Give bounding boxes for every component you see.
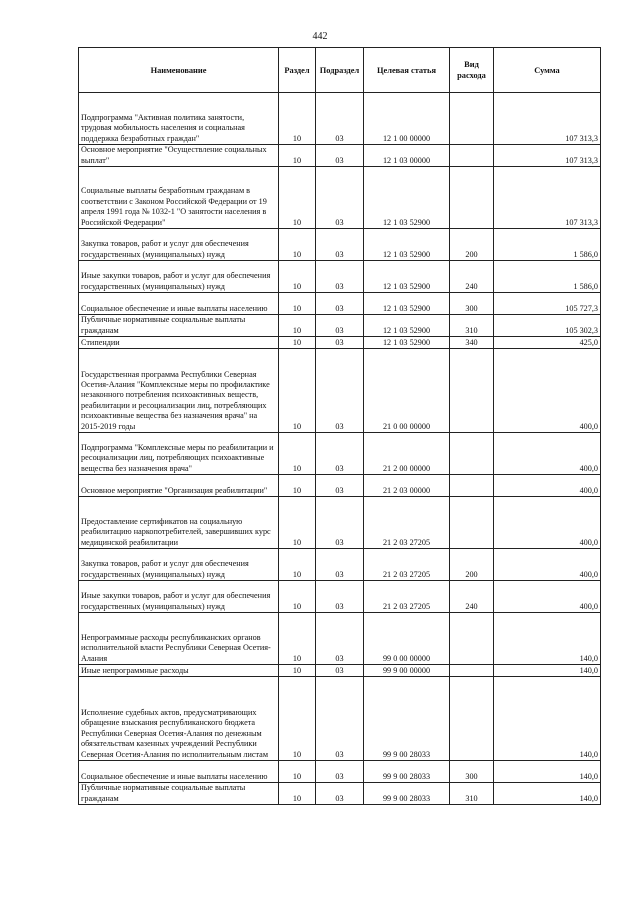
table-row — [79, 93, 601, 145]
cell-section: 10 — [279, 167, 316, 229]
cell-name: Закупка товаров, работ и услуг для обеспечения государственных (муниципальных) нужд — [79, 549, 279, 581]
cell-amount: 105 302,3 — [494, 315, 601, 337]
table-row — [79, 613, 601, 665]
cell-name: Публичные нормативные социальные выплаты гражданам — [79, 783, 279, 805]
cell-expense-type — [450, 475, 494, 497]
cell-section: 10 — [279, 315, 316, 337]
cell-name: Непрограммные расходы республиканских органов исполнительной власти Республики Северная Осетия-Алания — [79, 613, 279, 665]
cell-name: Публичные нормативные социальные выплаты гражданам — [79, 315, 279, 337]
cell-name: Предоставление сертификатов на социальную реабилитацию наркопотребителей, завершивших курс медицинской реабилитации — [79, 497, 279, 549]
table-row — [79, 433, 601, 475]
cell-amount: 400,0 — [494, 549, 601, 581]
cell-subsection: 03 — [316, 475, 364, 497]
cell-amount: 140,0 — [494, 665, 601, 677]
table-row — [79, 293, 601, 315]
cell-subsection: 03 — [316, 293, 364, 315]
cell-expense-type — [450, 613, 494, 665]
table-row — [79, 677, 601, 761]
cell-subsection: 03 — [316, 613, 364, 665]
cell-section: 10 — [279, 93, 316, 145]
cell-target: 12 1 03 52900 — [364, 293, 450, 315]
table-row — [79, 549, 601, 581]
cell-expense-type: 300 — [450, 761, 494, 783]
cell-amount: 400,0 — [494, 433, 601, 475]
cell-name: Социальное обеспечение и иные выплаты населению — [79, 761, 279, 783]
cell-subsection: 03 — [316, 93, 364, 145]
cell-section: 10 — [279, 613, 316, 665]
cell-section: 10 — [279, 581, 316, 613]
table-row — [79, 761, 601, 783]
cell-name: Исполнение судебных актов, предусматривающих обращение взыскания республиканского бюджета Республики Северная Осетия-Алания по денежным обязательствам казенных учреждений Республики Северная Осетия-Алания по исполнительным листам — [79, 677, 279, 761]
cell-expense-type: 240 — [450, 261, 494, 293]
table-row — [79, 665, 601, 677]
cell-section: 10 — [279, 229, 316, 261]
cell-expense-type — [450, 93, 494, 145]
cell-expense-type — [450, 167, 494, 229]
cell-name: Иные закупки товаров, работ и услуг для обеспечения государственных (муниципальных) нужд — [79, 581, 279, 613]
table-row — [79, 229, 601, 261]
cell-name: Стипендии — [79, 337, 279, 349]
cell-expense-type: 240 — [450, 581, 494, 613]
cell-target: 21 0 00 00000 — [364, 349, 450, 433]
cell-expense-type: 310 — [450, 315, 494, 337]
table-row — [79, 261, 601, 293]
cell-name: Закупка товаров, работ и услуг для обеспечения государственных (муниципальных) нужд — [79, 229, 279, 261]
cell-subsection: 03 — [316, 349, 364, 433]
cell-expense-type: 310 — [450, 783, 494, 805]
cell-name: Иные закупки товаров, работ и услуг для обеспечения государственных (муниципальных) нужд — [79, 261, 279, 293]
header-amount: Сумма — [494, 48, 601, 93]
cell-section: 10 — [279, 261, 316, 293]
cell-expense-type: 200 — [450, 549, 494, 581]
table-row — [79, 497, 601, 549]
page-number: 442 — [312, 31, 328, 42]
cell-section: 10 — [279, 349, 316, 433]
cell-subsection: 03 — [316, 167, 364, 229]
cell-target: 21 2 03 27205 — [364, 581, 450, 613]
cell-name: Основное мероприятие "Организация реабилитации" — [79, 475, 279, 497]
cell-amount: 400,0 — [494, 349, 601, 433]
cell-name: Иные непрограммные расходы — [79, 665, 279, 677]
cell-expense-type — [450, 497, 494, 549]
cell-amount: 400,0 — [494, 497, 601, 549]
cell-amount: 1 586,0 — [494, 261, 601, 293]
cell-name: Подпрограмма "Активная политика занятости, трудовая мобильность населения и социальная поддержка безработных граждан" — [79, 93, 279, 145]
cell-subsection: 03 — [316, 549, 364, 581]
cell-target: 21 2 03 00000 — [364, 475, 450, 497]
cell-expense-type — [450, 665, 494, 677]
cell-subsection: 03 — [316, 433, 364, 475]
cell-name: Основное мероприятие "Осуществление социальных выплат" — [79, 145, 279, 167]
header-section: Раздел — [279, 48, 316, 93]
cell-amount: 140,0 — [494, 783, 601, 805]
cell-amount: 107 313,3 — [494, 145, 601, 167]
cell-amount: 107 313,3 — [494, 167, 601, 229]
cell-subsection: 03 — [316, 677, 364, 761]
cell-expense-type: 200 — [450, 229, 494, 261]
cell-subsection: 03 — [316, 145, 364, 167]
cell-target: 99 9 00 28033 — [364, 783, 450, 805]
cell-target: 12 1 03 52900 — [364, 337, 450, 349]
cell-expense-type — [450, 145, 494, 167]
cell-amount: 400,0 — [494, 475, 601, 497]
table-body — [79, 93, 601, 805]
cell-amount: 107 313,3 — [494, 93, 601, 145]
cell-amount: 105 727,3 — [494, 293, 601, 315]
cell-section: 10 — [279, 497, 316, 549]
cell-amount: 140,0 — [494, 677, 601, 761]
table-row — [79, 167, 601, 229]
cell-expense-type: 300 — [450, 293, 494, 315]
cell-target: 12 1 03 00000 — [364, 145, 450, 167]
cell-subsection: 03 — [316, 315, 364, 337]
header-expense-type: Вид расхода — [450, 48, 494, 93]
cell-section: 10 — [279, 433, 316, 475]
cell-amount: 400,0 — [494, 581, 601, 613]
cell-subsection: 03 — [316, 761, 364, 783]
cell-subsection: 03 — [316, 497, 364, 549]
cell-section: 10 — [279, 337, 316, 349]
cell-subsection: 03 — [316, 229, 364, 261]
cell-section: 10 — [279, 783, 316, 805]
budget-table — [78, 47, 601, 805]
cell-name: Государственная программа Республики Северная Осетия-Алания "Комплексные меры по профилактике незаконного потребления психоактивных веществ, реабилитации и ресоциализации лиц, потребляющих психоактивные вещества без назначения врача" на 2015-2019 годы — [79, 349, 279, 433]
cell-amount: 140,0 — [494, 761, 601, 783]
cell-target: 12 1 00 00000 — [364, 93, 450, 145]
cell-subsection: 03 — [316, 783, 364, 805]
table-header-row — [79, 48, 601, 93]
table-row — [79, 315, 601, 337]
cell-expense-type — [450, 349, 494, 433]
cell-target: 21 2 03 27205 — [364, 497, 450, 549]
cell-section: 10 — [279, 761, 316, 783]
cell-subsection: 03 — [316, 665, 364, 677]
cell-expense-type — [450, 677, 494, 761]
cell-target: 99 0 00 00000 — [364, 613, 450, 665]
cell-target: 21 2 00 00000 — [364, 433, 450, 475]
cell-section: 10 — [279, 665, 316, 677]
cell-target: 99 9 00 28033 — [364, 761, 450, 783]
table-row — [79, 145, 601, 167]
cell-target: 12 1 03 52900 — [364, 315, 450, 337]
table-row — [79, 349, 601, 433]
cell-section: 10 — [279, 475, 316, 497]
header-target: Целевая статья — [364, 48, 450, 93]
cell-subsection: 03 — [316, 337, 364, 349]
cell-section: 10 — [279, 677, 316, 761]
table-row — [79, 783, 601, 805]
cell-amount: 140,0 — [494, 613, 601, 665]
table-row — [79, 475, 601, 497]
header-name: Наименование — [79, 48, 279, 93]
cell-target: 21 2 03 27205 — [364, 549, 450, 581]
cell-target: 12 1 03 52900 — [364, 261, 450, 293]
table-row — [79, 337, 601, 349]
cell-name: Социальные выплаты безработным гражданам в соответствии с Законом Российской Федерации от 19 апреля 1991 года № 1032-1 "О занятости населения в Российской Федерации" — [79, 167, 279, 229]
cell-expense-type — [450, 433, 494, 475]
cell-target: 99 9 00 00000 — [364, 665, 450, 677]
cell-section: 10 — [279, 549, 316, 581]
cell-amount: 425,0 — [494, 337, 601, 349]
header-subsection: Подраздел — [316, 48, 364, 93]
cell-name: Подпрограмма "Комплексные меры по реабилитации и ресоциализации лиц, потребляющих психоактивные вещества без назначения врача" — [79, 433, 279, 475]
table-row — [79, 581, 601, 613]
cell-target: 99 9 00 28033 — [364, 677, 450, 761]
cell-section: 10 — [279, 293, 316, 315]
cell-subsection: 03 — [316, 581, 364, 613]
cell-target: 12 1 03 52900 — [364, 167, 450, 229]
cell-target: 12 1 03 52900 — [364, 229, 450, 261]
cell-expense-type: 340 — [450, 337, 494, 349]
cell-amount: 1 586,0 — [494, 229, 601, 261]
cell-name: Социальное обеспечение и иные выплаты населению — [79, 293, 279, 315]
cell-subsection: 03 — [316, 261, 364, 293]
cell-section: 10 — [279, 145, 316, 167]
